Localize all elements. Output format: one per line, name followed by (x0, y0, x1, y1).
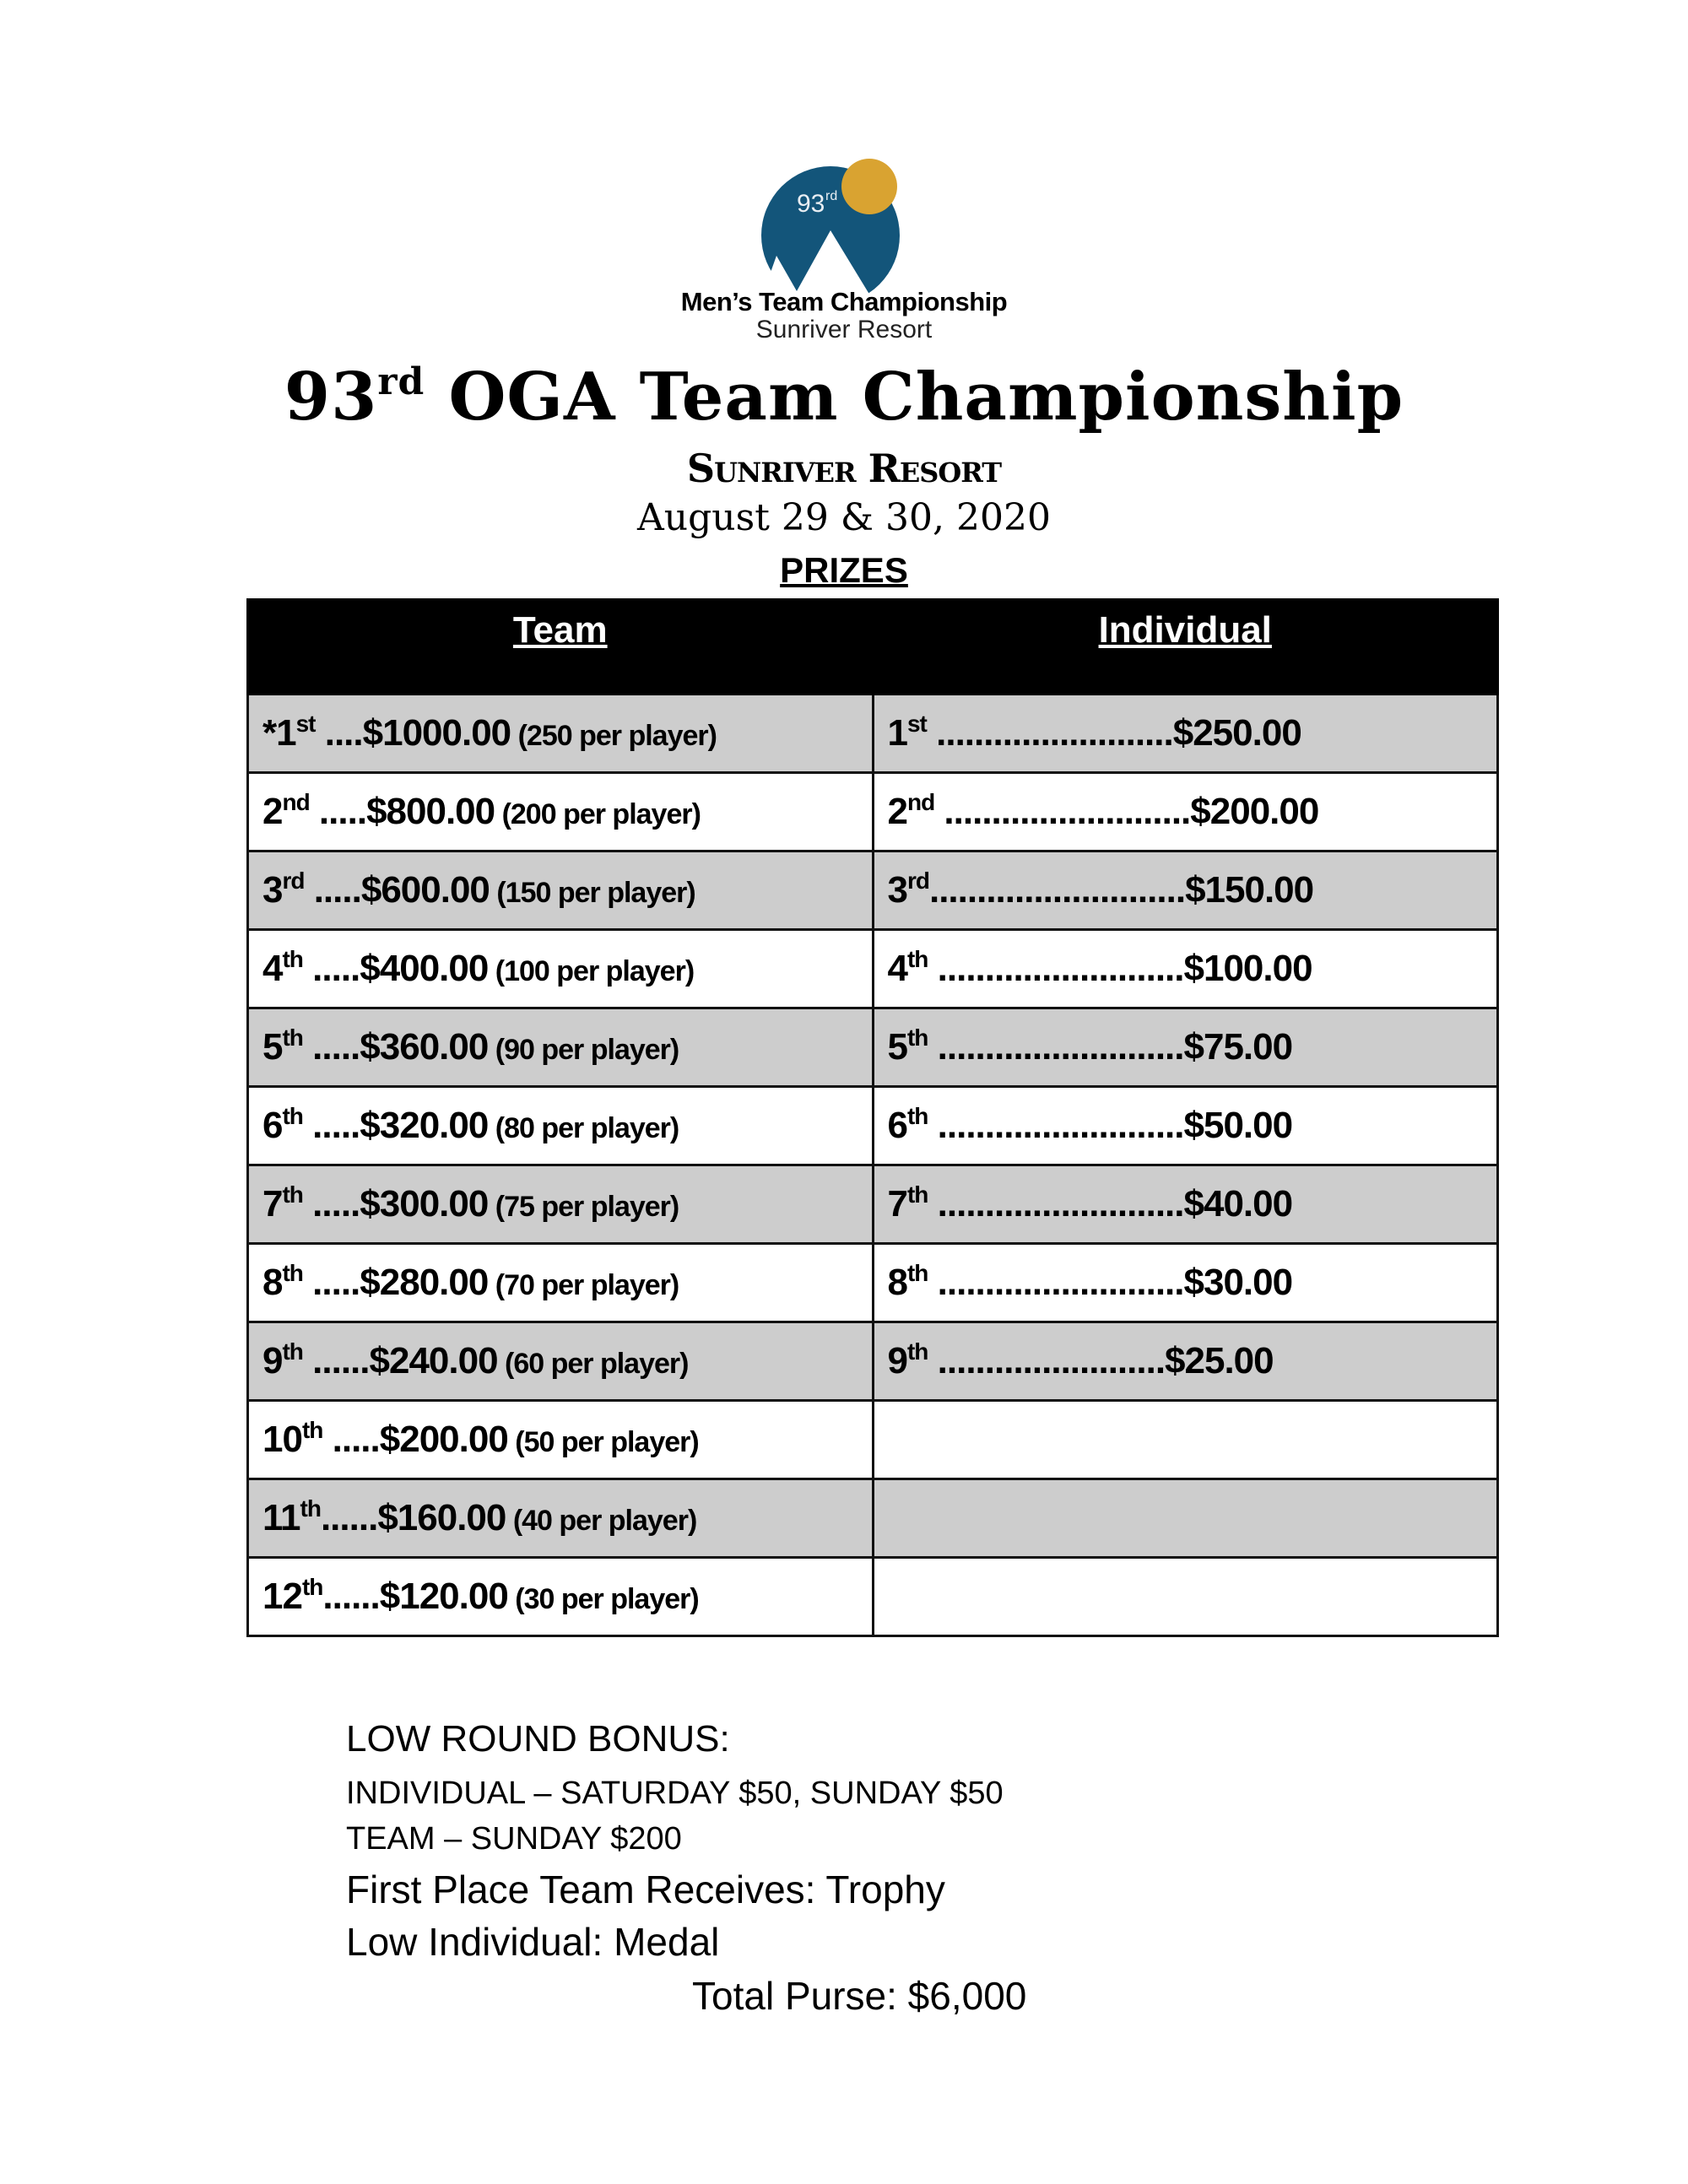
amount: $150.00 (1185, 869, 1314, 911)
place: 10 (262, 1419, 302, 1460)
amount: $300.00 (360, 1183, 489, 1224)
team-prize-cell (248, 1008, 874, 1087)
table-row (248, 773, 1498, 851)
per-player: (40 per player) (506, 1505, 697, 1537)
ordinal: rd (906, 868, 929, 894)
ordinal: st (295, 711, 316, 737)
place: 5 (262, 1026, 283, 1068)
ordinal: th (301, 1417, 323, 1443)
table-row (248, 1558, 1498, 1636)
place: 9 (262, 1340, 283, 1381)
place: 12 (262, 1576, 302, 1617)
team-prize-cell (248, 695, 874, 773)
per-player: (200 per player) (495, 798, 701, 830)
table-row (248, 1322, 1498, 1401)
ordinal: th (282, 1103, 303, 1129)
ordinal: th (282, 946, 303, 972)
per-player: (80 per player) (488, 1112, 679, 1144)
team-prize-cell (248, 1479, 874, 1558)
table-row (248, 1008, 1498, 1087)
amount: $800.00 (366, 791, 495, 832)
individual-prize-cell (873, 1558, 1498, 1636)
leader-dots: ...... (320, 1497, 378, 1538)
place: 9 (887, 1340, 907, 1381)
place: 7 (887, 1183, 907, 1224)
sun-logo-shape (841, 159, 897, 214)
table-row (248, 1087, 1498, 1165)
amount: $200.00 (379, 1419, 508, 1460)
leader-dots: ...... (302, 1340, 370, 1381)
place: 8 (262, 1262, 283, 1303)
leader-dots: .......................... (928, 1183, 1184, 1224)
svg-text:93: 93 (797, 190, 825, 218)
amount: $240.00 (369, 1340, 498, 1381)
ordinal: th (282, 1024, 303, 1051)
place: 3 (262, 869, 283, 911)
ordinal: th (301, 1574, 323, 1600)
medal-note: Low Individual: Medal (346, 1920, 720, 1964)
place: 4 (262, 948, 283, 989)
individual-prize-cell (873, 1401, 1498, 1479)
place: 6 (887, 1105, 907, 1146)
individual-prize-cell (873, 930, 1498, 1008)
ordinal: th (906, 1260, 928, 1286)
leader-dots: .......................... (934, 791, 1191, 832)
individual-prize-cell (873, 1008, 1498, 1087)
individual-prize-cell (873, 695, 1498, 773)
individual-prize-cell (873, 1087, 1498, 1165)
leader-dots: .......................... (928, 1105, 1184, 1146)
amount: $160.00 (377, 1497, 506, 1538)
leader-dots: ..... (302, 1026, 360, 1068)
logo-title: Men’s Team Championship (680, 287, 1008, 316)
amount: $250.00 (1172, 712, 1301, 754)
ordinal: th (300, 1495, 321, 1522)
team-prize-cell (248, 1401, 874, 1479)
amount: $600.00 (360, 869, 490, 911)
leader-dots: .......................... (928, 1026, 1184, 1068)
leader-dots: ..... (309, 791, 367, 832)
team-column-header: Team (248, 600, 874, 695)
place: 1 (887, 712, 907, 754)
leader-dots: ..... (304, 869, 361, 911)
per-player: (150 per player) (489, 877, 695, 909)
amount: $320.00 (360, 1105, 489, 1146)
svg-text:rd: rd (825, 189, 838, 203)
individual-prize-cell (873, 1244, 1498, 1322)
leader-dots: .......................... (928, 1262, 1184, 1303)
logo-subtitle: Sunriver Resort (755, 316, 933, 343)
ordinal: rd (282, 868, 305, 894)
ordinal: th (282, 1338, 303, 1365)
ordinal: th (282, 1181, 303, 1208)
place: 2 (262, 791, 283, 832)
leader-dots: ..... (302, 1183, 360, 1224)
table-row (248, 851, 1498, 930)
leader-dots: ..... (322, 1419, 380, 1460)
amount: $400.00 (360, 948, 489, 989)
amount: $75.00 (1183, 1026, 1293, 1068)
amount: $280.00 (360, 1262, 489, 1303)
individual-prize-cell (873, 773, 1498, 851)
place: 11 (262, 1497, 300, 1538)
place: 3 (887, 869, 907, 911)
event-date: August 29 & 30, 2020 (637, 496, 1051, 539)
amount: $30.00 (1183, 1262, 1293, 1303)
team-prize-cell (248, 851, 874, 930)
amount: $200.00 (1190, 791, 1319, 832)
ordinal: st (906, 711, 927, 737)
place: 2 (887, 791, 907, 832)
leader-dots: ..... (302, 1262, 360, 1303)
leader-dots: .... (315, 712, 363, 754)
amount: $50.00 (1183, 1105, 1293, 1146)
table-row (248, 1165, 1498, 1244)
ordinal: th (906, 946, 928, 972)
place: 6 (262, 1105, 283, 1146)
per-player: (250 per player) (511, 720, 717, 752)
table-row (248, 1244, 1498, 1322)
ordinal: th (906, 1338, 928, 1365)
amount: $100.00 (1183, 948, 1312, 989)
team-prize-cell (248, 1087, 874, 1165)
place: 7 (262, 1183, 283, 1224)
leader-dots: ...... (322, 1576, 380, 1617)
team-prize-cell (248, 1165, 874, 1244)
leader-dots: ........................ (928, 1340, 1166, 1381)
leader-dots: .......................... (928, 948, 1184, 989)
mountain-logo-shape (743, 156, 928, 308)
page-title (0, 359, 1688, 435)
individual-column-header: Individual (873, 600, 1498, 695)
team-prize-cell (248, 930, 874, 1008)
leader-dots: ..... (302, 1105, 360, 1146)
place: 5 (887, 1026, 907, 1068)
per-player: (70 per player) (488, 1269, 679, 1301)
amount: $40.00 (1183, 1183, 1293, 1224)
prizes-table (246, 598, 1499, 1637)
per-player: (50 per player) (507, 1426, 699, 1458)
individual-prize-cell (873, 851, 1498, 930)
table-row (248, 695, 1498, 773)
title-text: OGA Team Championship (425, 359, 1404, 435)
individual-prize-cell (873, 1165, 1498, 1244)
trophy-note: First Place Team Receives: Trophy (346, 1868, 945, 1911)
championship-logo (743, 156, 928, 308)
place: 4 (887, 948, 907, 989)
prizes-heading: PRIZES (780, 550, 908, 590)
title-ordinal: rd (377, 360, 425, 403)
team-bonus: TEAM – SUNDAY $200 (346, 1821, 682, 1857)
team-prize-cell (248, 1322, 874, 1401)
per-player: (30 per player) (507, 1583, 699, 1615)
amount: $25.00 (1165, 1340, 1274, 1381)
leader-dots: ......................... (926, 712, 1173, 754)
team-prize-cell (248, 1244, 874, 1322)
ordinal: th (906, 1103, 928, 1129)
ordinal: nd (282, 789, 310, 815)
ordinal: th (906, 1024, 928, 1051)
individual-prize-cell (873, 1322, 1498, 1401)
place: 8 (887, 1262, 907, 1303)
leader-dots: ..... (302, 948, 360, 989)
team-prize-cell (248, 773, 874, 851)
amount: $120.00 (379, 1576, 508, 1617)
venue: Sunriver Resort (686, 446, 1002, 491)
individual-bonus: INDIVIDUAL – SATURDAY $50, SUNDAY $50 (346, 1776, 1004, 1811)
low-round-bonus-heading: LOW ROUND BONUS: (346, 1718, 730, 1760)
per-player: (100 per player) (488, 955, 695, 987)
leader-dots: ........................... (928, 869, 1186, 911)
individual-prize-cell (873, 1479, 1498, 1558)
place: *1 (262, 712, 296, 754)
amount: $360.00 (360, 1026, 489, 1068)
table-row (248, 1479, 1498, 1558)
ordinal: th (282, 1260, 303, 1286)
per-player: (90 per player) (488, 1034, 679, 1066)
table-row (248, 1401, 1498, 1479)
ordinal: th (906, 1181, 928, 1208)
amount: $1000.00 (362, 712, 511, 754)
total-purse: Total Purse: $6,000 (692, 1974, 1027, 2018)
table-row (248, 930, 1498, 1008)
per-player: (75 per player) (488, 1191, 679, 1223)
team-prize-cell (248, 1558, 874, 1636)
title-number: 93 (284, 359, 378, 435)
per-player: (60 per player) (497, 1348, 689, 1380)
ordinal: nd (906, 789, 935, 815)
